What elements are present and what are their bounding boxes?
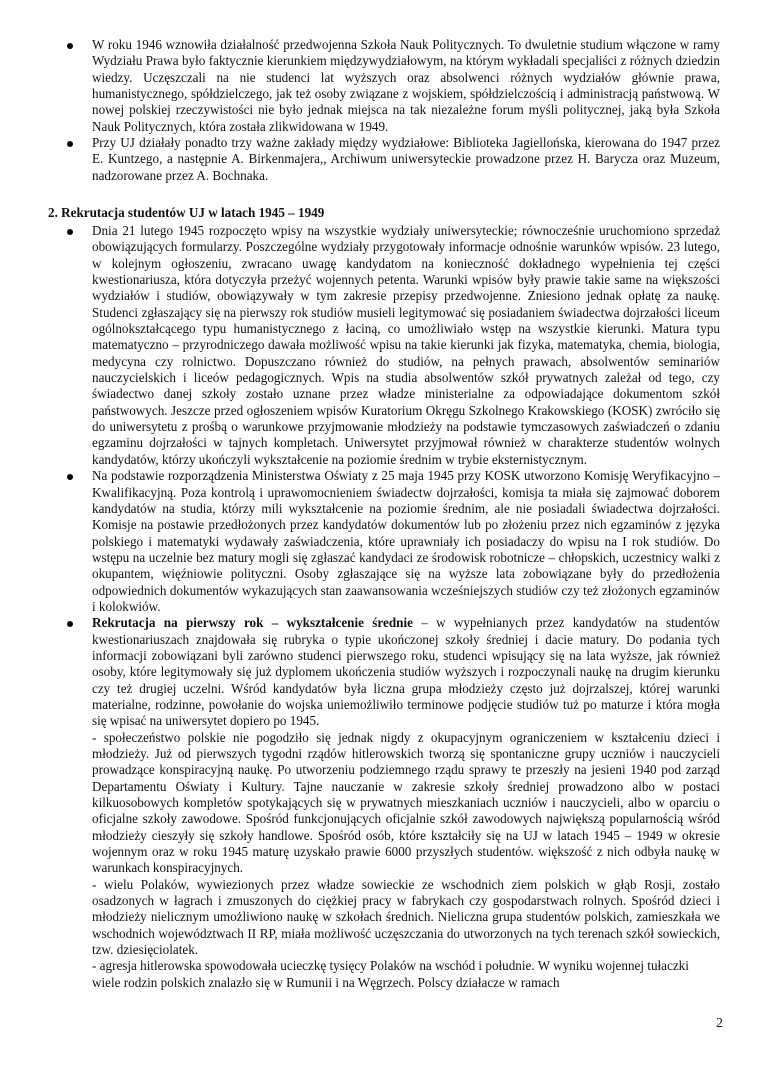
bullet-icon <box>67 229 73 235</box>
paragraph-agresja: - agresja hitlerowska spowodowała ucieczkę tysięcy Polaków na wschód i południe. W wyniku wojennej tułaczki wiele rodzin polskich znalazło się w Rumunii i na Węgrzech. Polscy działacze w ramach <box>92 958 689 990</box>
paragraph-komisja: Na podstawie rozporządzenia Ministerstwa Oświaty z 25 maja 1945 przy KOSK utworzono Komisję Weryfikacyjno – Kwalifikacyjną. Poza kontrolą i uprawomocnieniem świadectw dojrzałości, komisja ta miała się zajmować doborem kandydatów na studia, którzy mili wykształcenie na poziomie średnim, ale nie posiadali świadectwa dojrzałości. Komisje na postawie przedłożonych przez kandydatów dokumentów lub po złożeniu przez nich egzaminów z języka polskiego i matematyki wydawały zaświadczenia, które uprawniały ich posiadaczy do wpisu na I rok studiów. Do wstępu na uczelnie bez matury mogli się zgłaszać kandydaci ze środowisk robotnicze – chłopskich, uczestnicy walki z okupantem, więźniowie polityczni. Osoby zgłaszające się na wyższe lata zobowiązane były do przedłożenia odpowiednich dokumentów wykazujących stan zaawansowania wcześniejszych studiów czy też złożonych egzaminów i kolokwiów. <box>92 468 720 614</box>
page-number: 2 <box>716 1016 723 1031</box>
section-heading: 2. Rekrutacja studentów UJ w latach 1945 – 1949 <box>48 205 325 220</box>
paragraph-wpisy: Dnia 21 lutego 1945 rozpoczęto wpisy na wszystkie wydziały uniwersyteckie; równocześnie uruchomiono sprzedaż obowiązujących formularzy. Poszczególne wydziały przygotowały informacje odnośnie warunków wpisów. 23 lutego, w kolejnym ogłoszeniu, zwracano uwagę kandydatom na konieczność dokładnego wypełnienia tej części kwestionariusza, która dotyczyła przeżyć wojennych petenta. Warunki wpisów były prawie takie same na większości wydziałów i studiów, obowiązywały w tym zakresie przepisy przedwojenne. Zniesiono jednak opłatę za naukę. Studenci zgłaszający się na pierwszy rok studiów musieli legitymować się posiadaniem świadectwa dojrzałości liceum ogólnokształcącego typu humanistycznego z łaciną, co umożliwiało wstęp na wszystkie kierunki. Matura typu matematyczno – przyrodniczego dawała możliwość wpisu na takie kierunki jak fizyka, matematyka, chemia, biologia, medycyna czy rolnictwo. Dopuszczano również do studiów, na pełnych prawach, absolwentów seminariów nauczycielskich i liceów pedagogicznych. Wpis na studia absolwentów szkół prywatnych zależał od tego, czy świadectwo danej szkoły zostało uznane przez władze ministerialne za odpowiadające dokumentom szkół państwowych. Jeszcze przed ogłoszeniem wpisów Kuratorium Okręgu Szkolnego Krakowskiego (KOSK) zwróciło się do uniwersytetu z prośbą o warunkowe przyjmowanie młodzieży na podstawie tymczasowych zaświadczeń o zdaniu egzaminu dojrzałości w tajnych kompletach. Uniwersytet przyjmował również w charakterze studentów wolnych kandydatów, którzy ukończyli wykształcenie na poziomie średnim w trybie eksternistycznym. <box>92 223 720 467</box>
bullet-icon <box>67 141 73 147</box>
section2-list <box>0 223 760 991</box>
bullet-icon <box>67 621 73 627</box>
list-item <box>0 223 760 468</box>
paragraph-rekrutacja <box>92 615 720 729</box>
paragraph-wywiezieni: - wielu Polaków, wywiezionych przez władze sowieckie ze wschodnich ziem polskich w głąb Rosji, zostało osadzonych w łagrach i zmuszonych do ciężkiej pracy w fabrykach czy gospodarstwach rolnych. Spośród dzieci i młodzieży nielicznym umożliwiono naukę w szkołach średnich. Nieliczna grupa studentów polskich, zamieszkała we wschodnich województwach II RP, miała możliwość uczęszczania do utworzonych na tych terenach szkół sowieckich, tzw. dziesięciolatek. <box>92 876 720 958</box>
list-item <box>0 615 760 991</box>
bullet-icon <box>67 474 73 480</box>
section1-list <box>0 37 760 184</box>
list-item <box>0 135 760 184</box>
paragraph-zaklady-miedzywydzialowe: Przy UJ działały ponadto trzy ważne zakłady między wydziałowe: Biblioteka Jagiellońska, kierowana do 1947 przez E. Kuntzego, a następnie A. Birkenmajera,, Archiwum uniwersyteckie prowadzone przez H. Barycza oraz Muzeum, nadzorowane przez A. Bochnaka. <box>92 135 720 183</box>
bold-lead: Rekrutacja na pierwszy rok – wykształcenie średnie <box>92 615 413 631</box>
list-item <box>0 37 760 135</box>
paragraph-spoleczenstwo: - społeczeństwo polskie nie pogodziło się jednak nigdy z okupacyjnym ograniczeniem w kształceniu dzieci i młodzieży. Już od pierwszych tygodni rządów hitlerowskich tworzą się spontaniczne grupy uczniów i nauczycieli prowadzące konspiracyjną naukę. Po utworzeniu podziemnego rządu sprawy te przeszły na jesieni 1940 pod zarząd Departamentu Oświaty i Kultury. Tajne nauczanie w zakresie szkoły średniej prowadzono albo w postaci kilkuosobowych kompletów spotykających się w prywatnych mieszkaniach uczniów i nauczycieli, albo w oparciu o oficjalne szkoły zawodowe. Spośród funkcjonujących oficjalnie szkół zawodowych największą popularnością wśród młodzieży cieszyły się szkoły handlowe. Spośród osób, które kształciły się na UJ w latach 1945 – 1949 w okresie wojennym oraz w roku 1945 maturę uzyskało prawie 6000 przyszłych studentów. większość z nich odbyła naukę w warunkach konspiracyjnych. <box>92 729 720 876</box>
paragraph-szkola-nauk-politycznych: W roku 1946 wznowiła działalność przedwojenna Szkoła Nauk Politycznych. To dwuletnie studium włączone w ramy Wydziału Prawa było faktycznie kierunkiem międzywydziałowym, na którym wykładali specjaliści z różnych dziedzin wiedzy. Uczęszczali na nie studenci lat wyższych oraz absolwenci różnych wydziałów głównie prawa, humanistycznego, spółdzielczego, jak też osoby związane z wojskiem, spółdzielczością i administracją państwową. W nowej polskiej rzeczywistości nie było jednak miejsca na tak niezależne forum myśli politycznej, jaką była Szkoła Nauk Politycznych, która została zlikwidowana w 1949. <box>92 37 720 134</box>
list-item <box>0 468 760 615</box>
paragraph-rekrutacja-text: – w wypełnianych przez kandydatów na studentów kwestionariuszach znajdowała się rubryka o typie ukończonej szkoły średniej i dacie matury. Do podania tych informacji zobowiązani byli zarówno studenci pierwszego roku, studenci wpisujący się na lata wyższe, jak również osoby, które legitymowały się już dyplomem ukończenia studiów wyższych i rozpoczynali naukę na drugim kierunku czy też drugiej uczelni. Wśród kandydatów była liczna grupa młodzieży często już dojrzalszej, której warunki materialne, rodzinne, powołanie do wojska uniemożliwiło terminowe podjęcie studiów tuż po maturze i która mogła się wpisać na uniwersytet dopiero po 1945. <box>92 615 720 729</box>
bullet-icon <box>67 43 73 49</box>
